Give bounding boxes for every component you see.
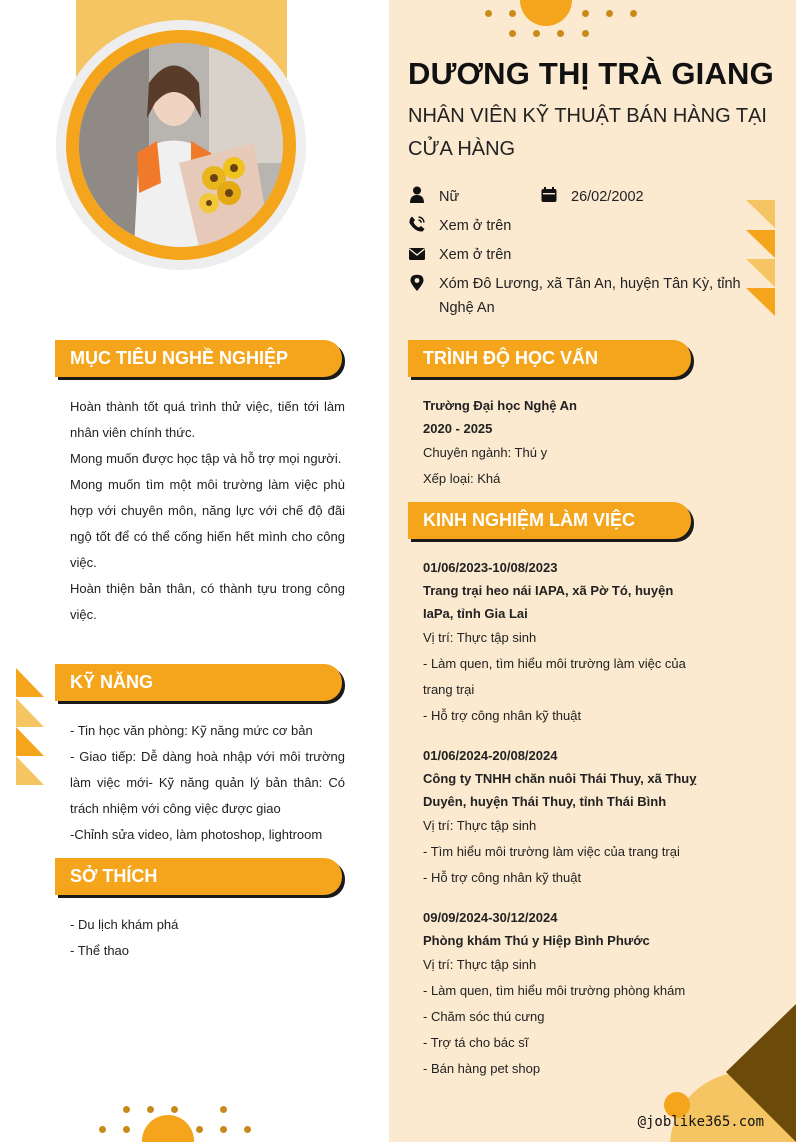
hobbies-heading [55,858,342,895]
education-heading-label: TRÌNH ĐỘ HỌC VẤN [423,348,598,368]
job-task: - Trợ tá cho bác sĩ [423,1035,529,1050]
email-value: Xem ở trên [439,247,512,263]
profile-photo [79,43,283,247]
job-position: Vị trí: Thực tập sinh [423,818,537,833]
job-task: - Hỗ trợ công nhân kỹ thuật [423,870,582,885]
skills-heading [55,664,342,701]
hobbies-body [70,912,345,964]
job-company: Công ty TNHH chăn nuôi Thái Thuy, xã Thuỵ Duyên, huyện Thái Thuy, tỉnh Thái Bình [423,771,697,809]
location-icon [408,274,426,292]
objective-paragraph: Mong muốn được học tập và hỗ trợ mọi người. [70,451,342,466]
left-triangles-decoration [16,668,46,788]
objective-paragraph: Hoàn thành tốt quá trình thử việc, tiến tới làm nhân viên chính thức. [70,399,345,440]
skills-body [70,718,345,848]
job-company: Trang trại heo nái IAPA, xã Pờ Tó, huyện IaPa, tỉnh Gia Lai [423,583,674,621]
experience-heading [408,502,691,539]
job-period: 01/06/2023-10/08/2023 [423,560,558,575]
objective-heading [55,340,342,377]
job-title: NHÂN VIÊN KỸ THUẬT BÁN HÀNG TẠI CỬA HÀNG [408,105,767,160]
job-task: - Làm quen, tìm hiểu môi trường phòng khám [423,983,686,998]
hobby-item: - Du lịch khám phá [70,917,179,932]
job-company: Phòng khám Thú y Hiệp Bình Phước [423,933,650,948]
calendar-icon [540,186,558,204]
skills-heading-label: KỸ NĂNG [70,672,154,692]
experience-job [423,556,698,729]
top-dots-decoration [480,0,650,40]
job-task: - Hỗ trợ công nhân kỹ thuật [423,708,582,723]
education-body [423,394,698,492]
hobbies-heading-label: SỞ THÍCH [70,866,158,886]
objective-heading-label: MỤC TIÊU NGHỀ NGHIỆP [70,348,289,368]
objective-paragraph: Mong muốn tìm một môi trường làm việc phù hợp với chuyên môn, năng lực với chế độ đãi ngộ tốt để có thể cống hiến hết mình cho công việc. [70,477,345,570]
candidate-name: DƯƠNG THỊ TRÀ GIANG [408,56,774,91]
address-value: Xóm Đô Lương, xã Tân An, huyện Tân Kỳ, tỉnh Nghệ An [439,276,741,316]
objective-paragraph: Hoàn thiện bản thân, có thành tựu trong công việc. [70,581,345,622]
phone-icon [408,215,426,233]
objective-body [70,394,345,628]
job-period: 01/06/2024-20/08/2024 [423,748,558,763]
skill-item: - Giao tiếp: Dễ dàng hoà nhập với môi trường làm việc mới- Kỹ năng quản lý bản thân: Có trách nhiệm với công việc được giao [70,749,345,816]
skill-item: - Tin học văn phòng: Kỹ năng mức cơ bản [70,723,313,738]
site-watermark: @joblike365.com [637,1114,764,1130]
right-triangles-decoration [746,200,776,318]
job-position: Vị trí: Thực tập sinh [423,630,537,645]
job-period: 09/09/2024-30/12/2024 [423,910,558,925]
experience-job [423,744,698,891]
experience-job [423,906,698,1082]
birthday-value: 26/02/2002 [571,189,644,205]
job-task: - Làm quen, tìm hiểu môi trường làm việc của trang trại [423,656,686,697]
phone-value: Xem ở trên [439,218,512,234]
bottom-dots-decoration [96,1100,256,1142]
email-icon [408,245,426,263]
gender-value: Nữ [439,189,460,205]
job-task: - Bán hàng pet shop [423,1061,541,1076]
job-task: - Chăm sóc thú cưng [423,1009,545,1024]
job-task: - Tìm hiểu môi trường làm việc của trang trại [423,844,680,859]
education-school: Trường Đại học Nghệ An [423,398,577,413]
education-major: Chuyên ngành: Thú y [423,445,548,460]
education-years: 2020 - 2025 [423,421,493,436]
skill-item: -Chỉnh sửa video, làm photoshop, lightroom [70,827,323,842]
education-grade: Xếp loại: Khá [423,471,501,486]
user-icon [408,186,426,204]
job-position: Vị trí: Thực tập sinh [423,957,537,972]
education-heading [408,340,691,377]
experience-heading-label: KINH NGHIỆM LÀM VIỆC [423,510,636,530]
hobby-item: - Thể thao [70,943,130,958]
